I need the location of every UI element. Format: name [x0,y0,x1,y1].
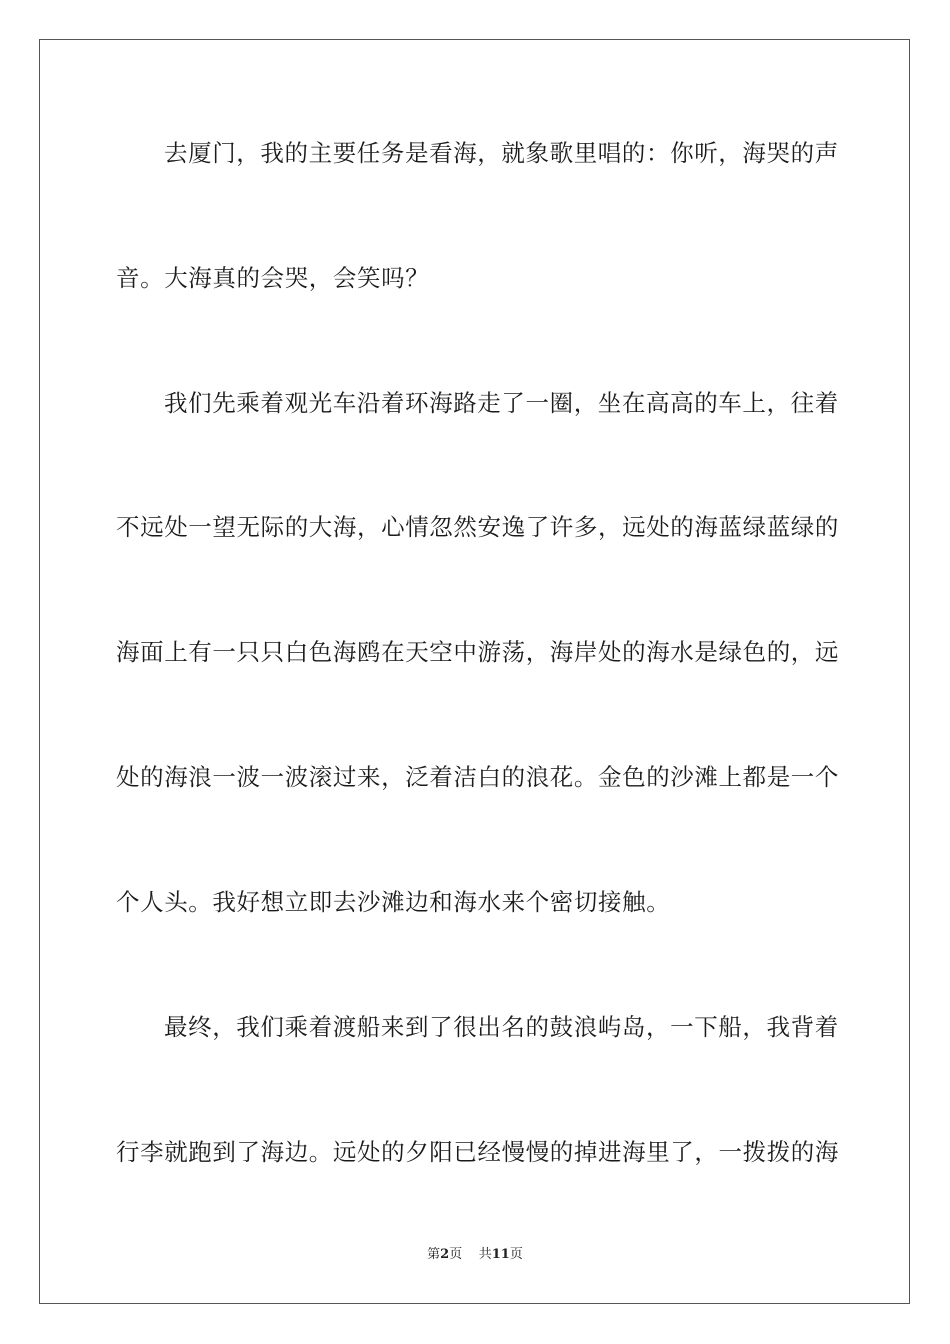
text-line: 处的海浪一波一波滚过来，泛着洁白的浪花。金色的沙滩上都是一个 [116,763,839,791]
text-line: 去厦门，我的主要任务是看海，就象歌里唱的：你听，海哭的声 [164,139,839,167]
page-prefix: 第 [427,1247,441,1262]
page-footer [0,1246,950,1264]
text-line: 海面上有一只只白色海鸥在天空中游荡，海岸处的海水是绿色的，远 [116,638,839,666]
page-suffix: 页 [449,1247,463,1262]
total-prefix: 共 [478,1247,492,1262]
text-line: 个人头。我好想立即去沙滩边和海水来个密切接触。 [116,888,671,916]
text-line: 我们先乘着观光车沿着环海路走了一圈，坐在高高的车上，往着 [164,389,839,417]
page-indicator [427,1247,462,1262]
text-line: 音。大海真的会哭，会笑吗？ [116,264,430,292]
text-line: 行李就跑到了海边。远处的夕阳已经慢慢的掉进海里了，一拨拨的海 [116,1138,839,1166]
text-line: 不远处一望无际的大海，心情忽然安逸了许多，远处的海蓝绿蓝绿的 [116,513,839,541]
total-suffix: 页 [509,1247,523,1262]
total-pages: 11 [491,1247,510,1262]
text-line: 最终，我们乘着渡船来到了很出名的鼓浪屿岛，一下船，我背着 [164,1013,839,1041]
page-number: 2 [440,1247,450,1262]
total-indicator [479,1247,523,1262]
page-frame [39,39,910,1304]
